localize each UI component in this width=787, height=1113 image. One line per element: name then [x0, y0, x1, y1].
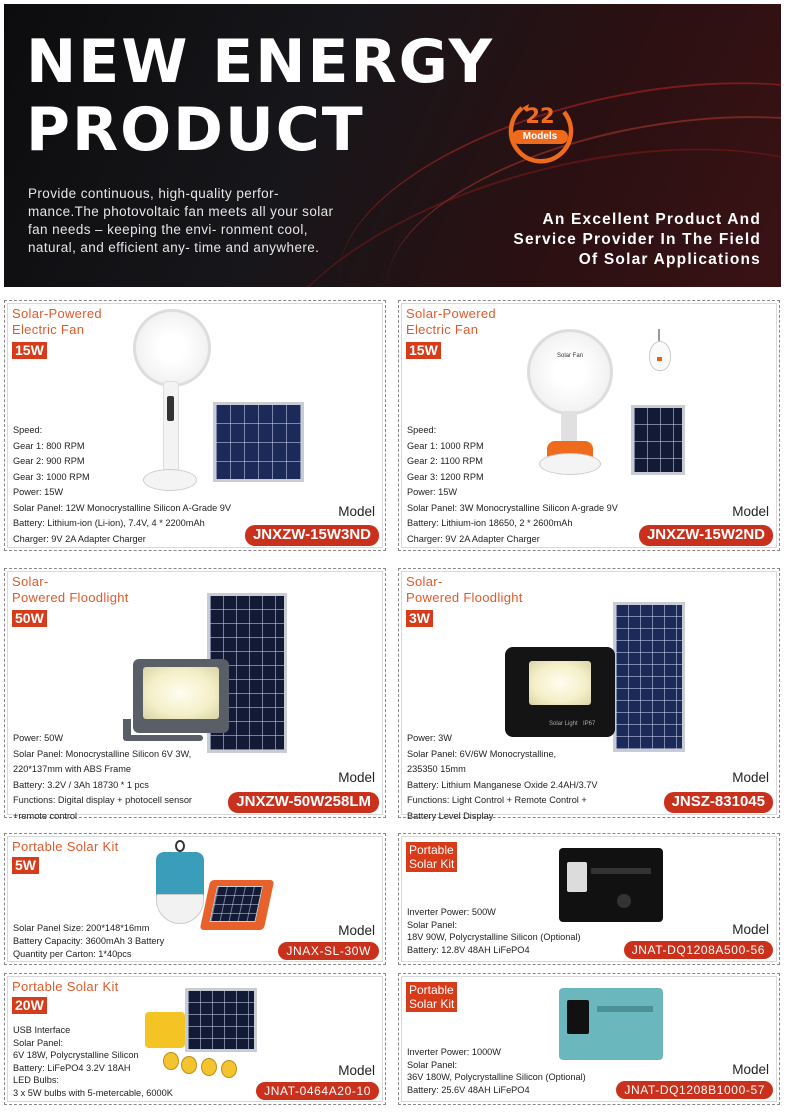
fan-product-label: Solar Fan	[557, 353, 584, 359]
spec-line: Inverter Power: 1000W	[407, 1047, 501, 1057]
spec-line: Speed:	[13, 425, 43, 435]
product-image-solar-panel	[200, 880, 275, 930]
spec-line: USB Interface	[13, 1025, 71, 1035]
power-badge: 15W	[12, 342, 47, 359]
product-image-solar-panel	[613, 602, 685, 752]
model-number: JNAX-SL-30W	[278, 942, 379, 960]
product-category	[406, 982, 457, 1012]
spec-line: Charger: 9V 2A Adapter Charger	[407, 533, 540, 544]
product-specs	[13, 423, 231, 547]
spec-line: Power: 3W	[407, 733, 452, 743]
light-label: Solar Light	[549, 721, 578, 727]
spec-line: Battery: Lithium-ion 18650, 2 * 2600mAh	[407, 518, 573, 528]
product-card	[398, 973, 780, 1105]
category-line1: Solar-	[406, 574, 443, 589]
spec-line: Battery: LiFePO4 3.2V 18AH	[13, 1062, 131, 1073]
hero-description: Provide continuous, high-quality perfor- mance.The photovoltaic fan meets all your solar fan needs – keeping the envi- ronment cool, natural, and efficient any- time and anywhere.	[28, 186, 334, 255]
spec-line: Solar Panel:	[407, 1059, 458, 1070]
light-ip-label: IP67	[583, 721, 596, 727]
spec-line: Battery: Lithium Manganese Oxide 2.4AH/3.7V	[407, 779, 598, 790]
product-card	[398, 300, 780, 551]
product-specs	[13, 1024, 173, 1099]
power-badge: 20W	[12, 997, 47, 1014]
spec-line: Battery: 12.8V 48AH LiFePO4	[407, 944, 530, 955]
hero-title-line2: PRODUCT	[26, 95, 365, 165]
model-label: Model	[338, 770, 375, 785]
category-line1: Solar-Powered	[406, 306, 496, 321]
category-line1: Portable	[409, 983, 454, 997]
model-label: Model	[732, 1062, 769, 1077]
category-line1: Portable	[409, 843, 454, 857]
spec-line: Gear 2: 900 RPM	[13, 456, 85, 466]
product-category	[12, 574, 129, 606]
spec-line: Solar Panel:	[407, 919, 458, 930]
product-card	[398, 568, 780, 821]
hero-title	[26, 28, 494, 164]
power-badge: 5W	[12, 857, 39, 874]
product-card	[4, 300, 386, 551]
product-category	[406, 306, 496, 338]
power-badge: 15W	[406, 342, 441, 359]
product-card	[4, 568, 386, 821]
hero-tagline-line3: Of Solar Applications	[578, 251, 761, 268]
model-label: Model	[732, 922, 769, 937]
product-card	[4, 973, 386, 1105]
hero-title-line1: NEW ENERGY	[26, 27, 495, 97]
spec-line: Gear 1: 800 RPM	[13, 440, 85, 451]
spec-line: Solar Panel:	[13, 1037, 64, 1048]
power-badge: 50W	[12, 610, 47, 627]
product-category	[12, 306, 102, 338]
model-number: JNSZ-831045	[664, 792, 773, 813]
product-category	[406, 574, 523, 606]
model-number: JNXZW-50W258LM	[228, 792, 379, 813]
spec-line: Power: 15W	[407, 487, 458, 497]
spec-line: Battery Capacity: 3600mAh 3 Battery	[13, 936, 165, 946]
spec-line: LED Bulbs:	[13, 1075, 59, 1085]
model-label: Model	[732, 770, 769, 785]
product-specs	[407, 423, 618, 547]
spec-line: Solar Panel: 12W Monocrystalline Silicon A-Grade 9V	[13, 502, 232, 513]
hero-tagline-line2: Service Provider In The Field	[513, 231, 761, 248]
spec-line: Gear 1: 1000 RPM	[407, 440, 484, 451]
spec-line: Power: 50W	[13, 733, 64, 743]
spec-line: 18V 90W, Polycrystalline Silicon (Optional)	[407, 932, 581, 942]
product-category: Portable Solar Kit	[12, 839, 119, 854]
model-number: JNXZW-15W2ND	[639, 525, 773, 546]
spec-line: 36V 180W, Polycrystalline Silicon (Optional)	[407, 1072, 586, 1082]
spec-line: Inverter Power: 500W	[407, 907, 496, 917]
spec-line: Solar Panel Size: 200*148*16mm	[13, 923, 150, 933]
category-line2: Powered Floodlight	[406, 590, 523, 605]
spec-line: Functions: Digital display + photocell sensor	[13, 795, 192, 805]
category-line1: Solar-	[12, 574, 49, 589]
model-number: JNAT-DQ1208B1000-57	[616, 1081, 773, 1099]
product-card	[398, 833, 780, 965]
product-category: Portable Solar Kit	[12, 979, 119, 994]
category-line1: Solar-Powered	[12, 306, 102, 321]
product-specs	[407, 1046, 586, 1096]
product-specs	[407, 731, 598, 824]
model-label: Model	[338, 1063, 375, 1078]
spec-line: Gear 3: 1000 RPM	[13, 471, 90, 482]
hero-banner	[4, 4, 781, 287]
spec-line: 235350 15mm	[407, 764, 466, 774]
power-badge: 3W	[406, 610, 433, 627]
spec-line: +remote control	[13, 810, 78, 821]
spec-line: Quantity per Carton: 1*40pcs	[13, 949, 132, 959]
product-specs	[13, 922, 164, 961]
model-label: Model	[338, 504, 375, 519]
model-label: Model	[732, 504, 769, 519]
product-specs	[407, 906, 581, 956]
model-number: JNXZW-15W3ND	[245, 525, 379, 546]
model-label: Model	[338, 923, 375, 938]
spec-line: Gear 2: 1100 RPM	[407, 456, 483, 466]
model-number: JNAT-0464A20-10	[256, 1082, 379, 1100]
models-count-badge	[502, 96, 584, 166]
spec-line: Speed:	[407, 425, 437, 435]
spec-line: Battery: 25.6V 48AH LiFePO4	[407, 1084, 530, 1095]
category-line2: Solar Kit	[409, 857, 455, 871]
product-category	[406, 842, 457, 872]
product-specs	[13, 731, 192, 824]
spec-line: 6V 18W, Polycrystalline Silicon	[13, 1050, 139, 1060]
product-image-solar-panel	[185, 988, 257, 1052]
category-line2: Powered Floodlight	[12, 590, 129, 605]
product-image-solar-panel	[631, 405, 685, 475]
spec-line: Power: 15W	[13, 487, 64, 497]
spec-line: 220*137mm with ABS Frame	[13, 764, 131, 774]
spec-line: Battery: 3.2V / 3Ah 18730 * 1 pcs	[13, 779, 149, 790]
hero-tagline	[461, 210, 761, 270]
spec-line: 3 x 5W bulbs with 5-metercable, 6000K	[13, 1087, 173, 1098]
hero-tagline-line1: An Excellent Product And	[542, 211, 761, 228]
spec-line: Gear 3: 1200 RPM	[407, 471, 484, 482]
product-card	[4, 833, 386, 965]
spec-line: Functions: Light Control + Remote Control +	[407, 795, 587, 805]
spec-line: Solar Panel: Monocrystalline Silicon 6V 3W,	[13, 748, 192, 759]
spec-line: Solar Panel: 3W Monocrystalline Silicon A-grade 9V	[407, 502, 618, 513]
category-line2: Electric Fan	[406, 322, 479, 337]
category-line2: Solar Kit	[409, 997, 455, 1011]
badge-label: Models	[512, 130, 568, 144]
spec-line: Battery: Lithium-ion (Li-ion), 7.4V, 4 * 2200mAh	[13, 518, 205, 528]
model-number: JNAT-DQ1208A500-56	[624, 941, 773, 959]
badge-number: 22	[525, 104, 555, 128]
spec-line: Charger: 9V 2A Adapter Charger	[13, 533, 146, 544]
spec-line: Solar Panel: 6V/6W Monocrystalline,	[407, 748, 557, 759]
category-line2: Electric Fan	[12, 322, 85, 337]
spec-line: Battery Level Display	[407, 810, 494, 821]
